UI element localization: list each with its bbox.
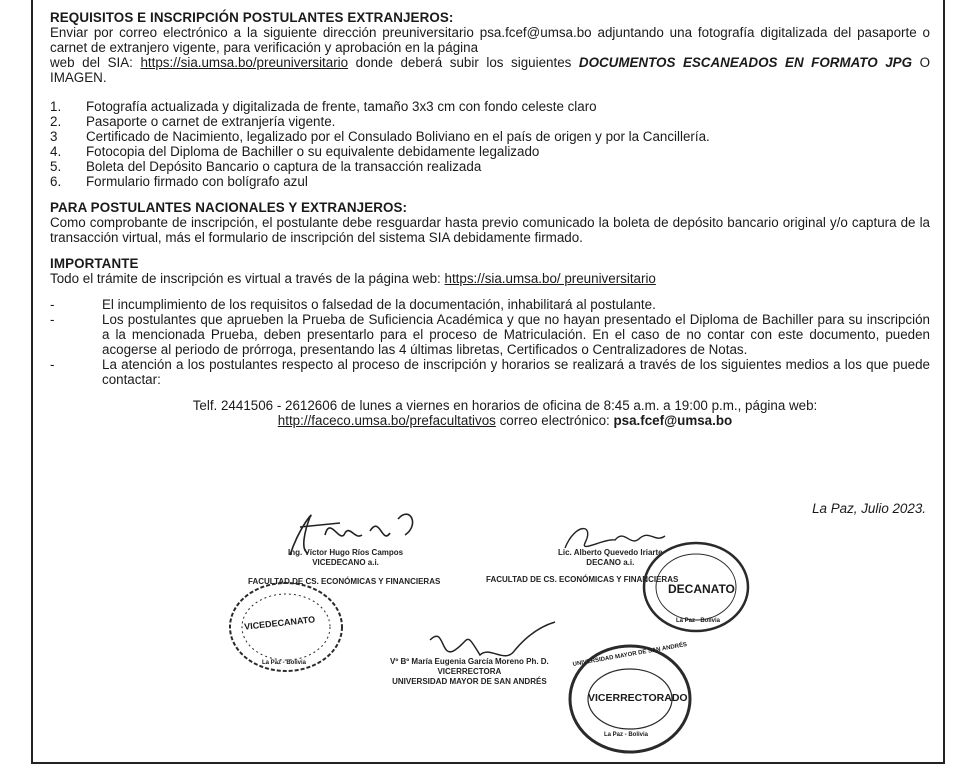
vicedean-name: Ing. Víctor Hugo Ríos Campos — [288, 548, 404, 557]
foreign-intro-mid: donde deberá subir los siguientes — [348, 55, 579, 70]
requirement-text: Fotocopia del Diploma de Bachiller o su equivalente debidamente legalizado — [86, 144, 540, 159]
vicerector-signature-block — [390, 657, 549, 687]
requirement-number: 5. — [50, 159, 62, 174]
decanato-stamp-city: La Paz - Bolivia — [676, 618, 721, 624]
requirement-item — [50, 114, 930, 129]
requirement-text: Certificado de Nacimiento, legalizado por el Consulado Boliviano en el país de origen y por la Cancillería. — [86, 129, 710, 144]
preuniversitario-link[interactable]: https://sia.umsa.bo/ preuniversitario — [444, 271, 656, 286]
vicedean-faculty: FACULTAD DE CS. ECONÓMICAS Y FINANCIERAS — [248, 577, 441, 586]
requirement-number: 4. — [50, 144, 62, 159]
requirement-number: 3 — [50, 129, 58, 144]
national-section-title: PARA POSTULANTES NACIONALES Y EXTRANJEROS: — [50, 200, 408, 215]
vicerector-name: Vº Bº María Eugenia García Moreno Ph. D. — [390, 657, 549, 666]
contact-email-label: correo electrónico: — [495, 413, 614, 428]
requirement-item — [50, 129, 930, 144]
requirement-text: Formulario firmado con bolígrafo azul — [86, 174, 308, 189]
contact-phone-line: Telf. 2441506 - 2612606 de lunes a viernes en horarios de oficina de 8:45 a.m. a 19:00 p.m., página web: — [192, 398, 818, 413]
vicerector-role: VICERRECTORA — [437, 667, 502, 676]
vicedecanato-stamp-city: La Paz - Bolivia — [262, 660, 307, 666]
foreign-intro-web-label: web del SIA: — [50, 55, 141, 70]
dean-role: DECANO a.i. — [586, 558, 635, 567]
contact-block — [80, 398, 930, 428]
umsa-stamp-ring-text: UNIVERSIDAD MAYOR DE SAN ANDRÉS — [572, 641, 688, 669]
national-text: Como comprobante de inscripción, el postulante debe resguardar hasta previo comunicado la boleta de depósito bancario original y/o captura de la transacción virtual, más el formulario de inscripción del sistema SIA debidamente firmado. — [50, 215, 930, 245]
bullet-text: La atención a los postulantes respecto al proceso de inscripción y horarios se realizará a través de los siguientes medios a los que puede contactar: — [102, 357, 930, 387]
requirements-list — [50, 99, 930, 189]
vicedean-signature-block — [288, 548, 403, 568]
vicedecanato-stamp-label: VICEDECANATO — [243, 614, 316, 632]
document-body — [50, 10, 930, 428]
foreign-intro — [50, 25, 930, 85]
documents-format-emphasis: DOCUMENTOS ESCANEADOS EN FORMATO JPG — [578, 55, 912, 70]
foreign-intro-suffix: O IMAGEN. — [50, 55, 930, 85]
bullet-text: El incumplimiento de los requisitos o falsedad de la documentación, inhabilitará al postulante. — [102, 297, 656, 312]
important-title: IMPORTANTE — [50, 256, 139, 271]
requirement-item — [50, 99, 930, 114]
contact-email[interactable]: psa.fcef@umsa.bo — [613, 413, 733, 428]
faceco-link[interactable]: http://faceco.umsa.bo/prefacultativos — [277, 413, 496, 428]
vicerrectorado-stamp-label: VICERRECTORADO — [588, 692, 688, 704]
vicerrectorado-stamp-city: La Paz - Bolivia — [604, 732, 649, 738]
requirement-number: 6. — [50, 174, 62, 189]
sia-link[interactable]: https://sia.umsa.bo/preuniversitario — [140, 55, 349, 70]
bullet-text: Los postulantes que aprueben la Prueba de Suficiencia Académica y que no hayan presentado el Diploma de Bachiller para su inscripción a la mencionada Prueba, deben presentarlo para el proceso de Matriculación. En el caso de no contar con este documento, pueden acogerse al periodo de prórroga, presentando las 4 últimas libretas, Certificados o Centralizadores de Notas. — [102, 312, 930, 357]
requirement-text: Fotografía actualizada y digitalizada de frente, tamaño 3x3 cm con fondo celeste claro — [86, 99, 597, 114]
important-text-prefix: Todo el trámite de inscripción es virtual a través de la página web: — [50, 271, 445, 286]
bullet-dash: - — [50, 357, 55, 372]
important-bullet — [50, 357, 930, 387]
requirement-item — [50, 144, 930, 159]
dean-faculty: FACULTAD DE CS. ECONÓMICAS Y FINANCIERAS — [486, 575, 679, 584]
decanato-stamp-label: DECANATO — [668, 582, 735, 596]
bullet-dash: - — [50, 297, 55, 312]
requirement-number: 2. — [50, 114, 62, 129]
important-text — [50, 271, 930, 286]
important-bullets — [50, 297, 930, 387]
requirement-item — [50, 159, 930, 174]
important-bullet — [50, 312, 930, 357]
vicedean-role: VICEDECANO a.i. — [312, 558, 379, 567]
document-date: La Paz, Julio 2023. — [812, 501, 926, 516]
bullet-dash: - — [50, 312, 55, 327]
important-bullet — [50, 297, 930, 312]
foreign-section-title: REQUISITOS E INSCRIPCIÓN POSTULANTES EXTRANJEROS: — [50, 10, 454, 25]
vicerector-university: UNIVERSIDAD MAYOR DE SAN ANDRÉS — [392, 677, 547, 686]
dean-name: Lic. Alberto Quevedo Iriarte — [558, 548, 663, 557]
requirement-text: Pasaporte o carnet de extranjería vigente. — [86, 114, 336, 129]
requirement-number: 1. — [50, 99, 62, 114]
foreign-intro-line1: Enviar por correo electrónico a la siguiente dirección preuniversitario psa.fcef@umsa.bo adjuntando una fotografía digitalizada del pasaporte o carnet de extranjero vigente, para verificación y aprobación en la página — [50, 25, 930, 55]
requirement-item — [50, 174, 930, 189]
requirement-text: Boleta del Depósito Bancario o captura de la transacción realizada — [86, 159, 482, 174]
